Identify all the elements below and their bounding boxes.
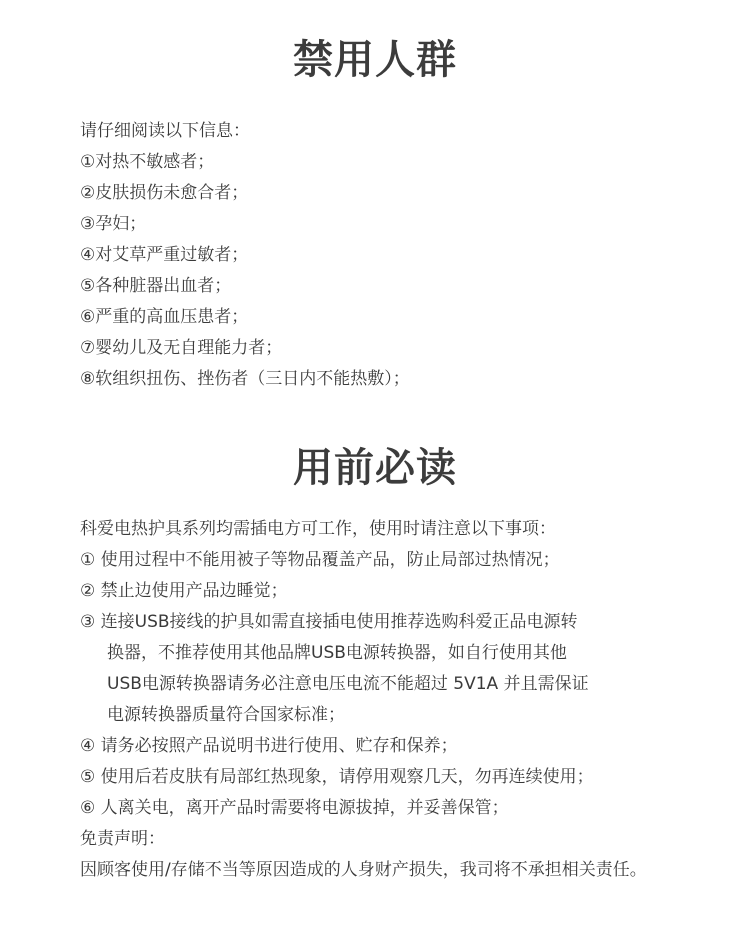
list-item: ④对艾草严重过敏者； <box>80 245 249 265</box>
list-item: ⑥ 人离关电，离开产品时需要将电源拔掉，并妥善保管； <box>80 798 509 818</box>
list-item: ⑧软组织扭伤、挫伤者（三日内不能热敷）； <box>80 369 410 389</box>
list-item: ③ 连接USB接线的护具如需直接插电使用推荐选购科爱正品电源转 <box>80 612 578 632</box>
intro-text: 科爱电热护具系列均需插电方可工作，使用时请注意以下事项： <box>80 519 556 539</box>
usage-notes-list <box>80 517 700 889</box>
list-item: ① 使用过程中不能用被子等物品覆盖产品，防止局部过热情况； <box>80 550 560 570</box>
disclaimer-text: 因顾客使用/存储不当等原因造成的人身财产损失，我司将不承担相关责任。 <box>80 860 647 880</box>
section-title-read-before-use: 用前必读 <box>293 445 457 491</box>
list-item: ⑦婴幼儿及无自理能力者； <box>80 338 283 358</box>
list-item: ③孕妇； <box>80 214 147 234</box>
list-item-continuation: 换器，不推荐使用其他品牌USB电源转换器，如自行使用其他 <box>107 643 567 663</box>
list-item-continuation: USB电源转换器请务必注意电压电流不能超过 5V1A 并且需保证 <box>107 674 589 694</box>
section-title-contraindications: 禁用人群 <box>293 37 457 83</box>
list-item: ④ 请务必按照产品说明书进行使用、贮存和保养； <box>80 736 458 756</box>
list-item: ② 禁止边使用产品边睡觉； <box>80 581 288 601</box>
list-item-continuation: 电源转换器质量符合国家标准； <box>107 705 345 725</box>
list-item: ②皮肤损伤未愈合者； <box>80 183 249 203</box>
contraindications-list <box>80 119 700 398</box>
intro-text: 请仔细阅读以下信息： <box>80 121 250 141</box>
list-item: ①对热不敏感者； <box>80 152 215 172</box>
disclaimer-heading: 免责声明： <box>80 829 165 849</box>
list-item: ⑥严重的高血压患者； <box>80 307 249 327</box>
list-item: ⑤各种脏器出血者； <box>80 276 232 296</box>
list-item: ⑤ 使用后若皮肤有局部红热现象，请停用观察几天，勿再连续使用； <box>80 767 594 787</box>
